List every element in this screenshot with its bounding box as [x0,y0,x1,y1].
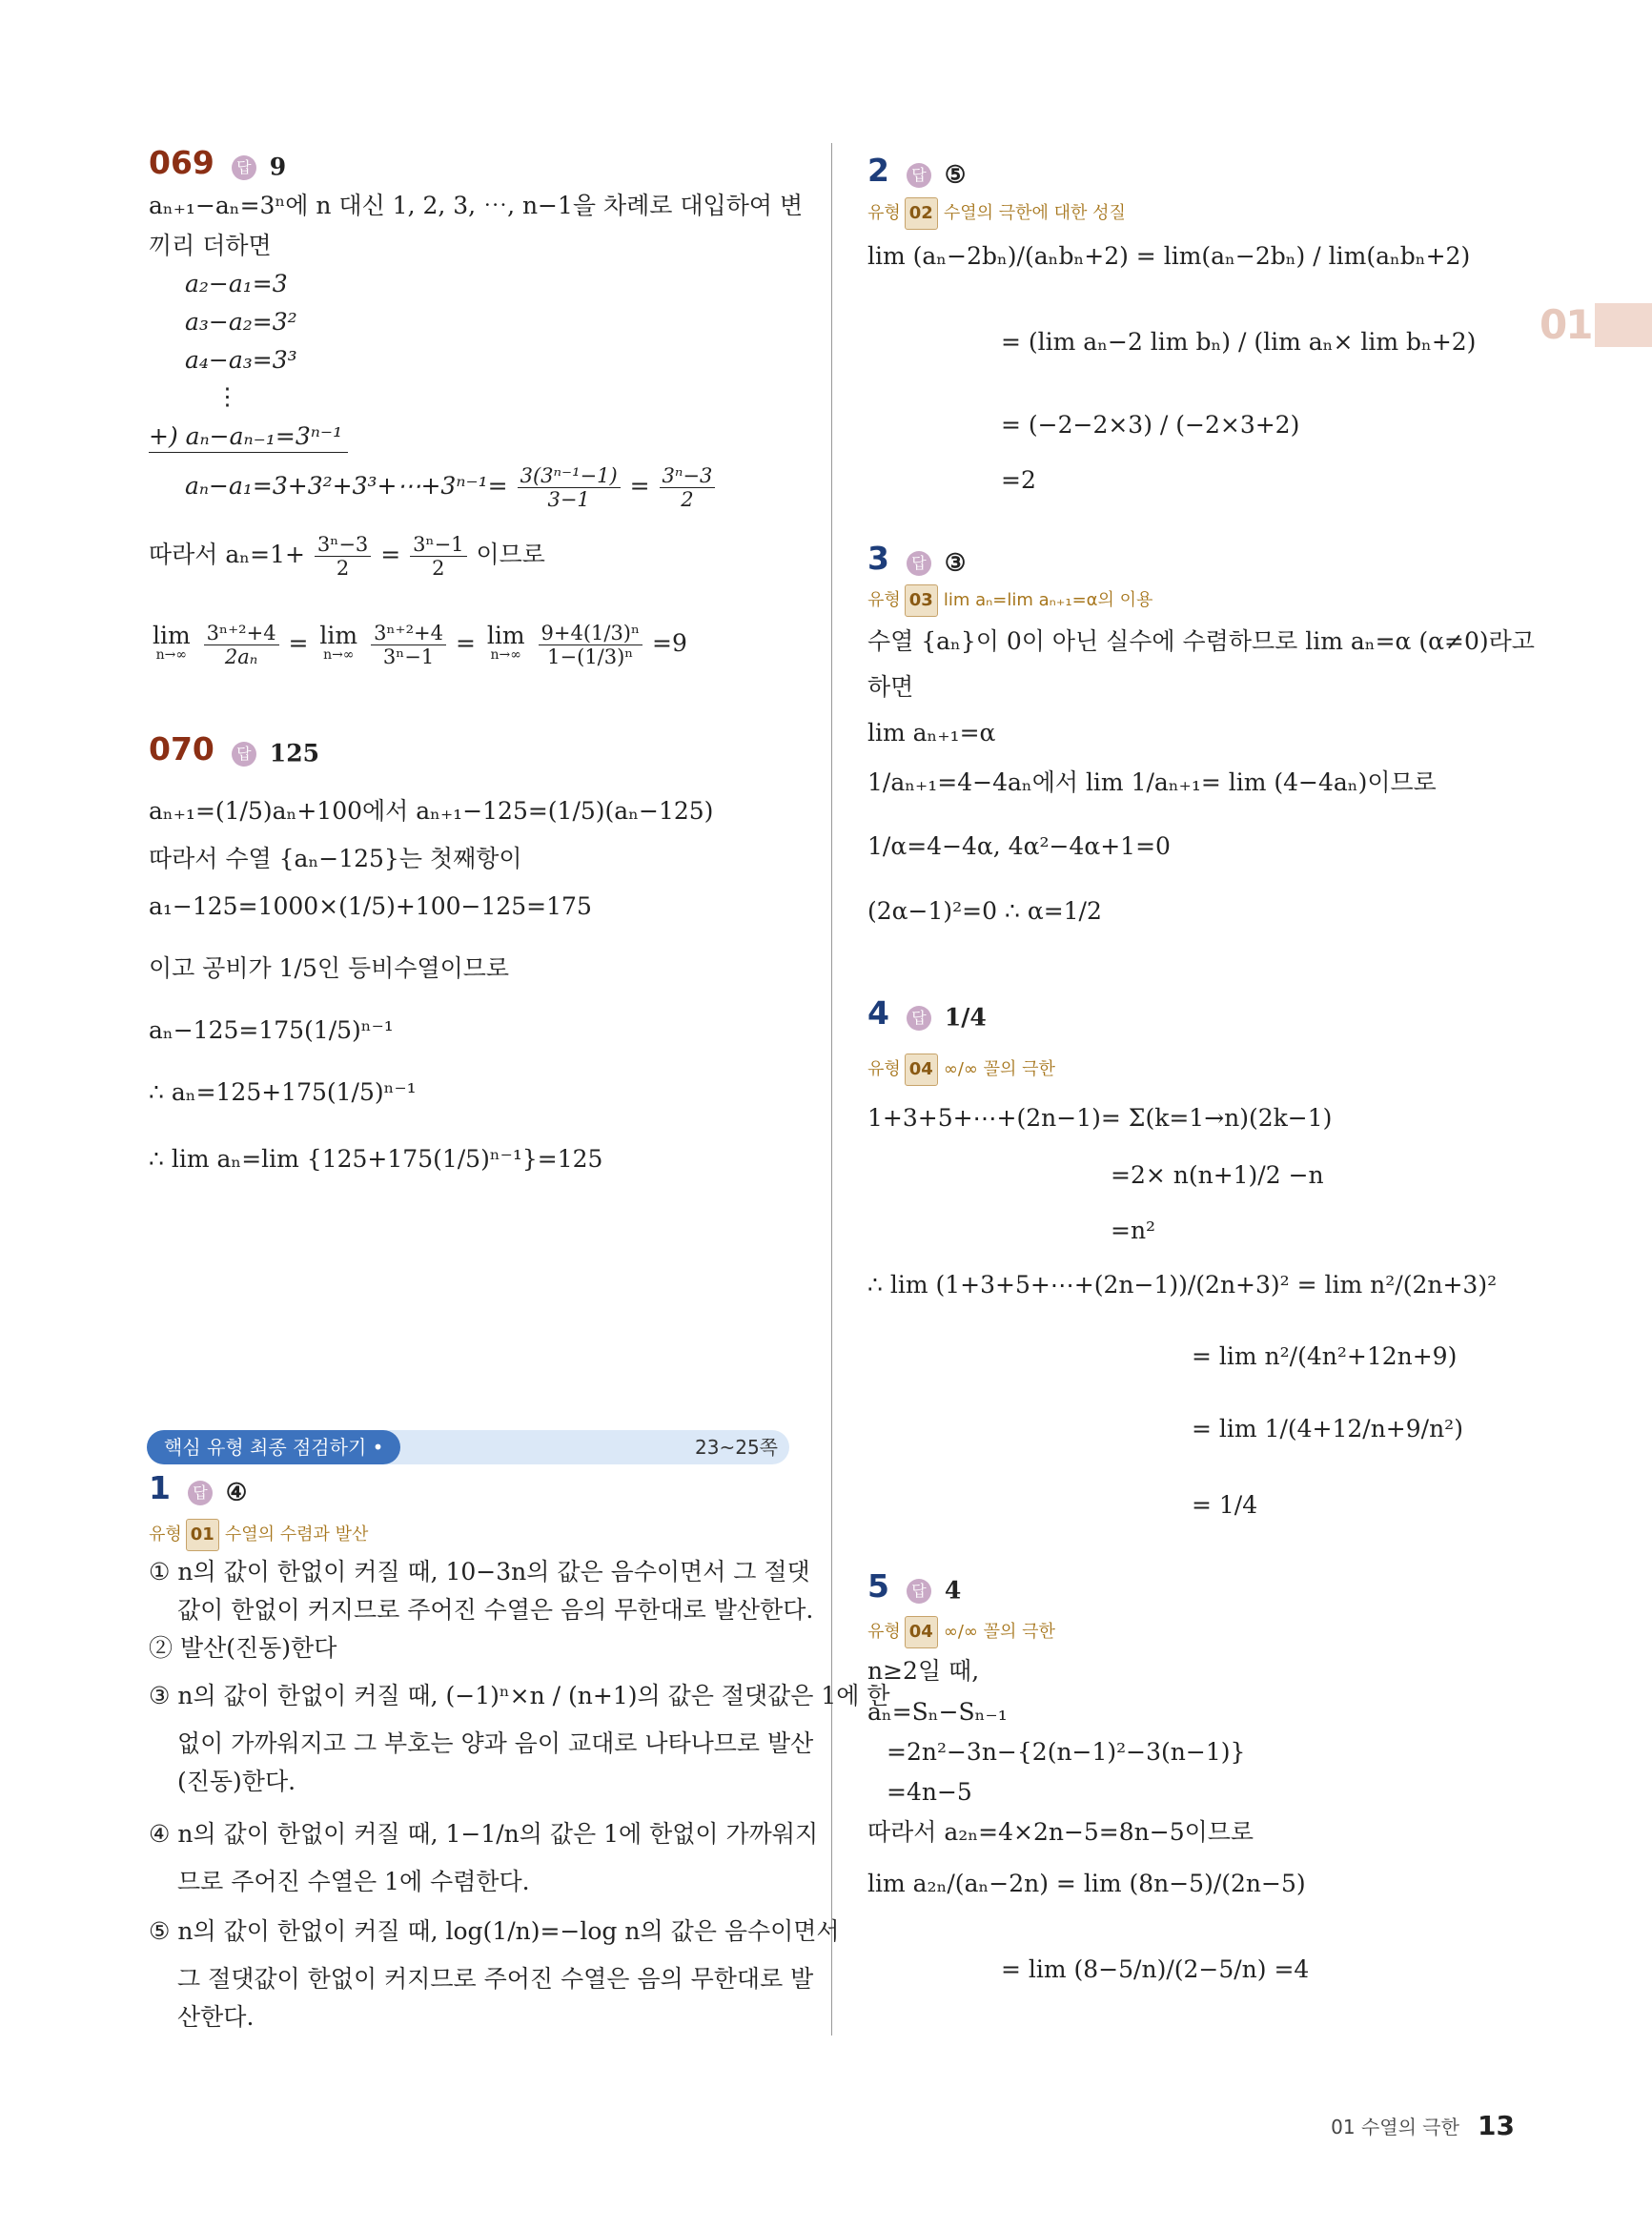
type-title: 수열의 극한에 대한 성질 [943,203,1126,223]
type-tag: 유형 [867,203,901,223]
equation-line: =2× n(n+1)/2 −n [1111,1161,1324,1189]
type-tag: 유형 [867,1059,901,1079]
problem-number: 3 [867,540,889,577]
lim-sub: n→∞ [490,646,521,663]
option-1-line-a: ① n의 값이 한없이 커질 때, 10−3n의 값은 음수이면서 그 절댓 [149,1558,810,1586]
type-title: ∞/∞ 꼴의 극한 [943,1622,1055,1642]
lim-sub: n→∞ [155,646,188,663]
equation-line: lim aₙ₊₁=α [867,719,996,747]
type-number: 02 [905,197,938,230]
numerator: 3ⁿ−1 [410,533,466,557]
limit [153,621,191,665]
denominator: 2 [432,557,445,580]
numerator: 3ⁿ⁺²+4 [204,622,279,645]
equals: = [629,472,650,500]
problem-070-header [149,730,319,769]
option-4-line-a: ④ n의 값이 한없이 커질 때, 1−1/n의 값은 1에 한없이 가까워지 [149,1820,819,1848]
type-title: ∞/∞ 꼴의 극한 [943,1059,1055,1079]
option-2: ② 발산(진동)한다 [149,1634,337,1662]
type-number: 04 [905,1054,938,1086]
fraction [660,464,716,511]
option-1-line-b: 값이 한없이 커지므로 주어진 수열은 음의 무한대로 발산한다. [177,1596,814,1624]
chapter-tab-bar [1595,303,1652,347]
result: =9 [652,629,687,657]
fraction [410,533,466,580]
type-label [149,1519,368,1551]
equation-line: =4n−5 [887,1778,972,1806]
answer-value: ③ [944,548,967,577]
numerator: 3ⁿ⁺²+4 [371,622,446,645]
denominator: 2 [336,557,350,580]
answer-badge: 답 [188,1481,213,1505]
answer-badge: 답 [232,155,256,180]
equals: = [455,629,476,657]
equation-line: +) aₙ−aₙ₋₁=3ⁿ⁻¹ [149,421,348,453]
section-banner [147,1430,789,1464]
equation-line: =n² [1111,1217,1156,1244]
equation-line: aₙ=Sₙ−Sₙ₋₁ [867,1698,1008,1726]
option-3-line-b: 없이 가까워지고 그 부호는 양과 음이 교대로 나타나므로 발산 [177,1729,814,1757]
text-line: 끼리 더하면 [149,232,272,259]
lim: lim [153,621,191,649]
equation-line: 1/α=4−4α, 4α²−4α+1=0 [867,832,1171,860]
equation-line: = (−2−2×3) / (−2×3+2) [1001,411,1300,439]
text-line: a₁−125=1000×(1/5)+100−125=175 [149,892,592,920]
limit [486,621,525,665]
equation-line: lim a₂ₙ/(aₙ−2n) = lim (8n−5)/(2n−5) [867,1870,1306,1897]
equation-line: lim (aₙ−2bₙ)/(aₙbₙ+2) = lim(aₙ−2bₙ) / lim(aₙbₙ+2) [867,242,1471,270]
option-3-line-c: (진동)한다. [177,1768,296,1795]
fraction [539,622,643,668]
text-line: aₙ₊₁−aₙ=3ⁿ에 n 대신 1, 2, 3, ⋯, n−1을 차례로 대입하여 변 [149,192,804,219]
numerator: 9+4(1/3)ⁿ [539,622,643,645]
option-5-line-c: 산한다. [177,2003,255,2031]
option-4-line-b: 므로 주어진 수열은 1에 수렴한다. [177,1868,530,1895]
equals: = [288,629,309,657]
equation-line: a₃−a₂=3² [185,308,297,336]
banner-pages: 23~25쪽 [695,1436,778,1459]
sum-lhs: aₙ−a₁=3+3²+3³+⋯+3ⁿ⁻¹= [185,472,508,500]
text-line: aₙ₊₁=(1/5)aₙ+100에서 aₙ₊₁−125=(1/5)(aₙ−125) [149,797,714,825]
answer-value: 125 [269,739,319,767]
equation-line: 1+3+5+⋯+(2n−1)= Σ(k=1→n)(2k−1) [867,1104,1333,1132]
equals: = [380,541,401,568]
text-line: 따라서 수열 {aₙ−125}는 첫째항이 [149,845,522,872]
fraction [371,622,446,668]
lim-sub: n→∞ [323,646,355,663]
text-line: 하면 [867,673,914,701]
question-2-header [867,152,967,191]
numerator: 3(3ⁿ⁻¹−1) [518,464,621,488]
denominator: 3−1 [547,488,590,511]
type-number: 03 [905,584,938,617]
text-line: 수열 {aₙ}이 0이 아닌 실수에 수렴하므로 lim aₙ=α (α≠0)라고 [867,627,1535,655]
lim: lim [486,621,525,649]
question-1-header [149,1469,248,1508]
question-4-header [867,994,987,1033]
fraction [315,533,371,580]
numerator: 3ⁿ−3 [315,533,371,557]
equation-line: = (lim aₙ−2 lim bₙ) / (lim aₙ× lim bₙ+2) [1001,328,1477,356]
text: 따라서 aₙ=1+ [149,541,305,568]
chapter-tab-number: 01 [1540,301,1592,348]
problem-number: 069 [149,144,214,181]
answer-badge: 답 [232,742,256,767]
limit [319,621,358,665]
text: 이므로 [476,541,545,568]
column-divider [831,143,832,2036]
answer-badge: 답 [907,1579,931,1604]
page-footer [1331,2110,1515,2141]
problem-number: 5 [867,1567,889,1605]
problem-number: 4 [867,994,889,1032]
type-number: 01 [186,1519,219,1551]
chapter-tab [1540,303,1652,347]
equation-limit [149,605,687,682]
fraction [204,622,279,668]
option-3-line-a: ③ n의 값이 한없이 커질 때, (−1)ⁿ×n / (n+1)의 값은 절댓값은 1에 한 [149,1682,890,1709]
numerator: 3ⁿ−3 [660,464,716,488]
answer-value: 9 [269,153,287,181]
equation-line: = lim 1/(4+12/n+9/n²) [1192,1415,1463,1442]
problem-number: 1 [149,1469,171,1506]
option-5-line-a: ⑤ n의 값이 한없이 커질 때, log(1/n)=−log n의 값은 음수이면서 [149,1917,840,1945]
problem-number: 070 [149,730,214,767]
equation-line: =2n²−3n−{2(n−1)²−3(n−1)} [887,1738,1246,1766]
type-tag: 유형 [149,1524,182,1545]
denominator: 2 [681,488,694,511]
text-line: 이고 공비가 1/5인 등비수열이므로 [149,954,510,982]
question-5-header [867,1567,962,1606]
type-number: 04 [905,1616,938,1648]
denominator: 1−(1/3)ⁿ [547,645,634,668]
equation-line: = lim (8−5/n)/(2−5/n) =4 [1001,1955,1310,1983]
answer-badge: 답 [907,163,931,188]
equation-line: 1/aₙ₊₁=4−4aₙ에서 lim 1/aₙ₊₁= lim (4−4aₙ)이므로 [867,768,1437,796]
type-label [867,197,1126,230]
equation-line: = lim n²/(4n²+12n+9) [1192,1342,1458,1370]
type-label [867,1054,1055,1086]
answer-badge: 답 [907,1006,931,1031]
answer-value: ⑤ [944,160,967,189]
text-line: ∴ lim aₙ=lim {125+175(1/5)ⁿ⁻¹}=125 [149,1145,603,1173]
banner-label: 핵심 유형 최종 점검하기 • [147,1430,400,1464]
page-number: 13 [1478,2110,1515,2141]
option-5-line-b: 그 절댓값이 한없이 커지므로 주어진 수열은 음의 무한대로 발 [177,1965,814,1993]
answer-badge: 답 [907,551,931,576]
text-line: aₙ−125=175(1/5)ⁿ⁻¹ [149,1016,394,1044]
answer-value: 1/4 [944,1003,987,1032]
equation-line: a₄−a₃=3³ [185,346,297,374]
problem-number: 2 [867,152,889,189]
denominator: 2aₙ [224,645,258,668]
equation-line: a₂−a₁=3 [185,270,288,297]
equation-line: = 1/4 [1192,1491,1258,1519]
denominator: 3ⁿ−1 [382,645,435,668]
text-line: 따라서 a₂ₙ=4×2n−5=8n−5이므로 [867,1818,1254,1846]
type-tag: 유형 [867,1622,901,1642]
equation-sum [185,462,717,511]
answer-value: 4 [944,1576,962,1605]
text-line: ∴ aₙ=125+175(1/5)ⁿ⁻¹ [149,1078,417,1106]
problem-069-header [149,144,287,183]
lim: lim [319,621,358,649]
type-tag: 유형 [867,590,901,610]
equation-line: =2 [1001,466,1036,494]
question-3-header [867,540,967,579]
equation-line: (2α−1)²=0 ∴ α=1/2 [867,897,1102,925]
answer-value: ④ [225,1478,248,1506]
text-line: n≥2일 때, [867,1657,980,1685]
fraction [518,464,621,511]
footer-chapter-title: 01 수열의 극한 [1331,2116,1459,2138]
equation-line: ∴ lim (1+3+5+⋯+(2n−1))/(2n+3)² = lim n²/(2n+3)² [867,1271,1498,1299]
type-title: lim aₙ=lim aₙ₊₁=α의 이용 [943,590,1153,610]
type-label [867,584,1152,617]
type-label [867,1616,1055,1648]
type-title: 수열의 수렴과 발산 [224,1524,369,1545]
text-line [149,531,545,580]
ellipsis: ⋮ [215,382,239,410]
